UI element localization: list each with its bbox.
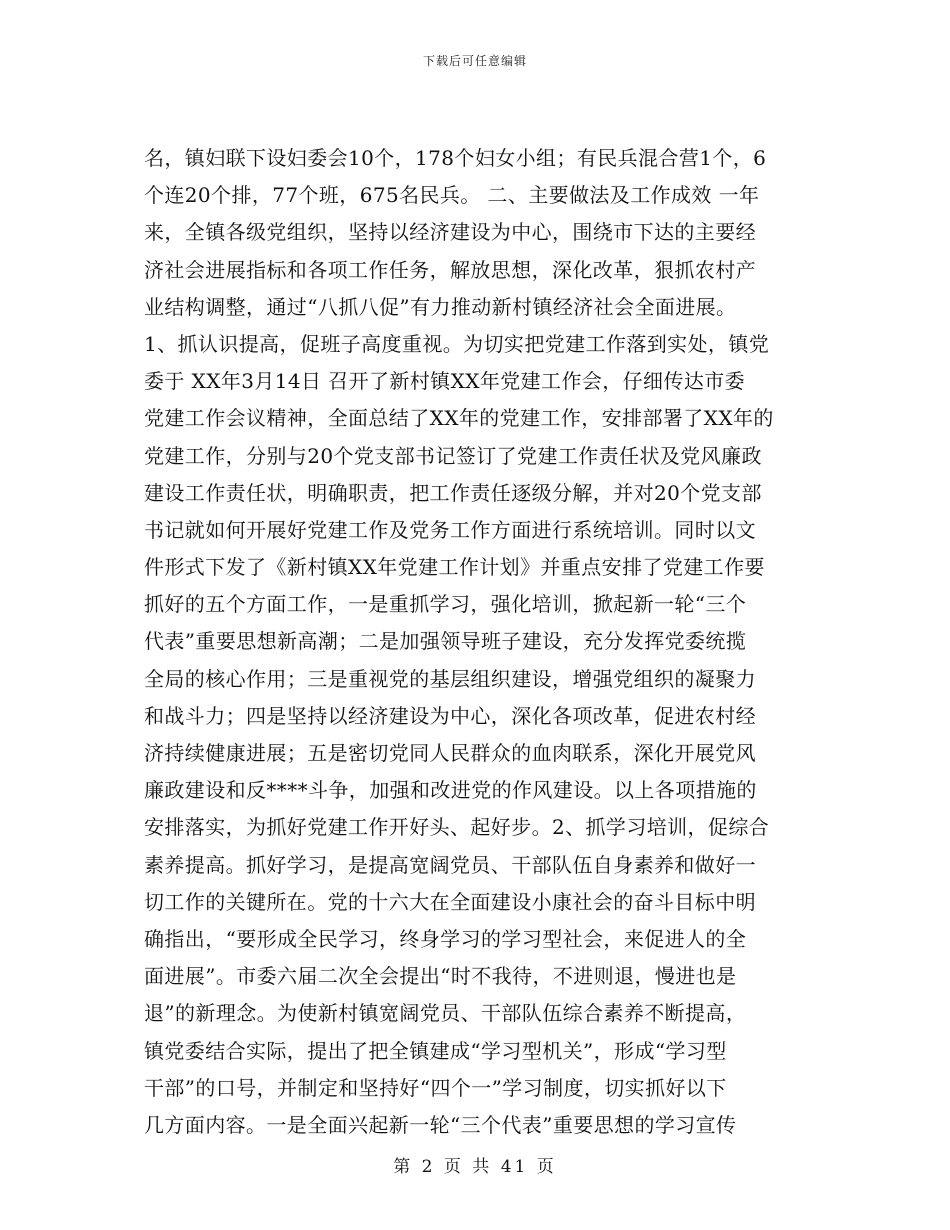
body-line-17: 济持续健康进展；五是密切党同人民群众的血肉联系，深化开展党风 <box>144 741 756 765</box>
body-line-23: 面进展”。市委六届二次全会提出“时不我待，不进则退，慢进也是 <box>144 964 737 989</box>
document-body <box>144 140 809 1144</box>
body-line-20: 素养提高。抓好学习，是提高宽阔党员、干部队伍自身素养和做好一 <box>144 852 756 877</box>
body-line-14: 代表”重要思想新高潮；二是加强领导班子建设，充分发挥党委统揽 <box>144 629 747 654</box>
body-line-11: 书记就如何开展好党建工作及党务工作方面进行系统培训。同时以文 <box>144 517 756 542</box>
body-line-26: 干部”的口号，并制定和坚持好“四个一”学习制度，切实抓好以下 <box>144 1075 727 1100</box>
body-line-3: 来，全镇各级党组织，坚持以经济建设为中心，围绕市下达的主要经 <box>144 220 756 245</box>
body-line-7: 委于 XX年3月14日 召开了新村镇XX年党建工作会，仔细传达市委 <box>144 369 746 394</box>
body-line-27: 几方面内容。一是全面兴起新一轮“三个代表”重要思想的学习宣传 <box>144 1112 737 1137</box>
body-line-1: 名，镇妇联下设妇委会10个，178个妇女小组；有民兵混合营1个，6 <box>144 146 767 170</box>
body-line-2: 个连20个排，77个班，675名民兵。 二、主要做法及工作成效 一年 <box>144 183 760 208</box>
body-line-18: 廉政建设和反****斗争，加强和改进党的作风建设。以上各项措施的 <box>144 778 757 803</box>
body-line-5: 业结构调整，通过“八抓八促”有力推动新村镇经济社会全面进展。 <box>144 294 737 319</box>
body-line-4: 济社会进展指标和各项工作任务，解放思想，深化改革，狠抓农村产 <box>144 257 756 282</box>
body-line-21: 切工作的关键所在。党的十六大在全面建设小康社会的奋斗目标中明 <box>144 889 756 914</box>
body-line-6: 1、抓认识提高，促班子高度重视。为切实把党建工作落到实处，镇党 <box>144 331 770 356</box>
body-line-16: 和战斗力；四是坚持以经济建设为中心，深化各项改革，促进农村经 <box>144 703 756 728</box>
page-header: 下载后可任意编辑 <box>422 54 527 68</box>
page-footer: 第 2 页 共 41 页 <box>393 1157 557 1177</box>
body-line-19: 安排落实，为抓好党建工作开好头、起好步。2、抓学习培训，促综合 <box>144 815 770 840</box>
body-line-13: 抓好的五个方面工作，一是重抓学习，强化培训，掀起新一轮“三个 <box>144 592 747 617</box>
body-line-12: 件形式下发了《新村镇XX年党建工作计划》并重点安排了党建工作要 <box>144 555 765 580</box>
body-line-24: 退”的新理念。为使新村镇宽阔党员、干部队伍综合素养不断提高， <box>144 1001 747 1026</box>
body-line-15: 全局的核心作用；三是重视党的基层组织建设，增强党组织的凝聚力 <box>144 666 756 691</box>
body-line-25: 镇党委结合实际，提出了把全镇建成“学习型机关”，形成“学习型 <box>144 1038 727 1063</box>
body-line-9: 党建工作，分别与20个党支部书记签订了党建工作责任状及党风廉政 <box>144 443 762 468</box>
body-line-10: 建设工作责任状，明确职责，把工作责任逐级分解，并对20个党支部 <box>144 480 762 505</box>
body-line-8: 党建工作会议精神，全面总结了XX年的党建工作，安排部署了XX年的 <box>144 406 774 431</box>
body-line-22: 确指出，“要形成全民学习，终身学习的学习型社会，来促进人的全 <box>144 926 747 951</box>
